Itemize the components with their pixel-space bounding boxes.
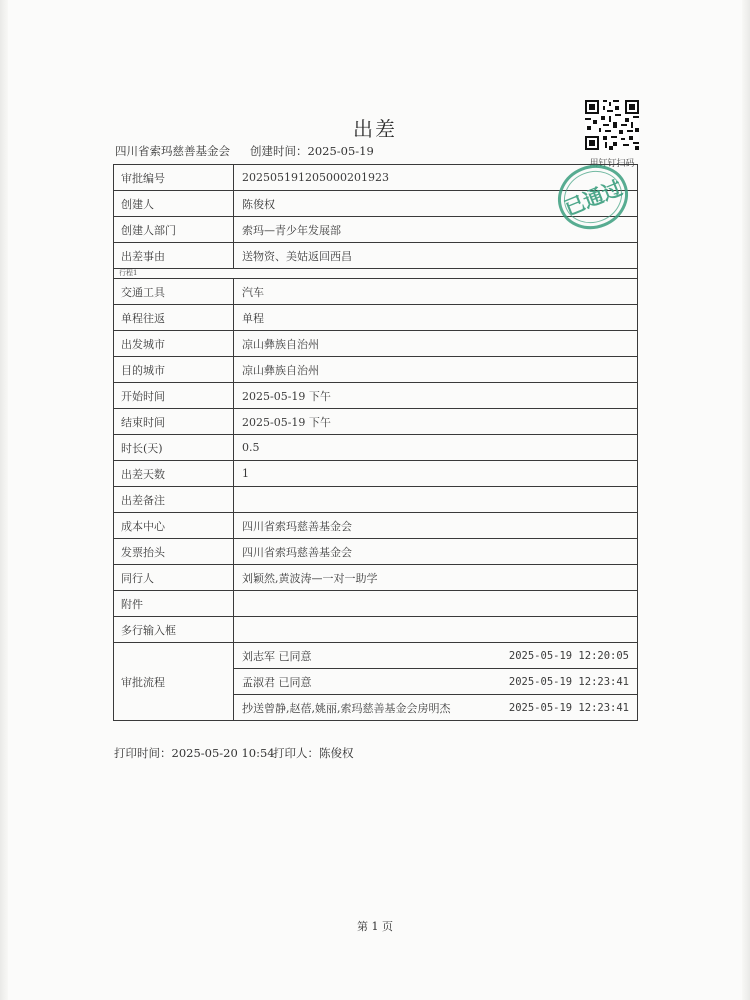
approval-form-table xyxy=(113,164,638,721)
form-row xyxy=(114,279,638,305)
trip-section-header xyxy=(114,269,638,279)
approval-step xyxy=(234,695,637,720)
field-label: 开始时间 xyxy=(114,383,234,409)
approval-flow-cell xyxy=(234,643,638,721)
field-value: 汽车 xyxy=(234,279,638,305)
field-value: 单程 xyxy=(234,305,638,331)
field-label: 结束时间 xyxy=(114,409,234,435)
scan-edge-left xyxy=(0,0,8,1000)
created-time: 创建时间：2025-05-19 xyxy=(250,144,374,158)
field-value: 202505191205000201923 xyxy=(234,165,638,191)
form-row xyxy=(114,409,638,435)
approval-flow-row xyxy=(114,643,638,721)
field-label: 目的城市 xyxy=(114,357,234,383)
approval-step-actor: 抄送曾静,赵蓓,姚丽,索玛慈善基金会房明杰 xyxy=(242,701,451,715)
field-value: 0.5 xyxy=(234,435,638,461)
field-value xyxy=(234,591,638,617)
field-label: 审批编号 xyxy=(114,165,234,191)
field-label: 交通工具 xyxy=(114,279,234,305)
field-value: 2025-05-19 下午 xyxy=(234,409,638,435)
field-value: 索玛—青少年发展部 xyxy=(234,217,638,243)
approval-step-time: 2025-05-19 12:23:41 xyxy=(508,701,629,714)
field-label: 创建人部门 xyxy=(114,217,234,243)
field-value: 凉山彝族自治州 xyxy=(234,331,638,357)
field-value: 凉山彝族自治州 xyxy=(234,357,638,383)
form-row xyxy=(114,565,638,591)
field-value: 送物资、美姑返回西昌 xyxy=(234,243,638,269)
form-row xyxy=(114,305,638,331)
field-label: 出差事由 xyxy=(114,243,234,269)
form-row xyxy=(114,591,638,617)
form-row xyxy=(114,243,638,269)
printer: 打印人：陈俊权 xyxy=(273,746,354,760)
approval-step xyxy=(234,643,637,669)
scan-edge-right xyxy=(742,0,750,1000)
page-number: 第 1 页 xyxy=(357,920,393,933)
approval-step-time: 2025-05-19 12:20:05 xyxy=(508,649,629,662)
field-label: 时长(天) xyxy=(114,435,234,461)
approval-step xyxy=(234,669,637,695)
form-row xyxy=(114,461,638,487)
print-time: 打印时间：2025-05-20 10:54 xyxy=(114,746,275,760)
field-label: 出发城市 xyxy=(114,331,234,357)
field-value: 2025-05-19 下午 xyxy=(234,383,638,409)
stamp-text: 已通过 xyxy=(561,175,626,221)
form-row xyxy=(114,357,638,383)
field-label: 发票抬头 xyxy=(114,539,234,565)
form-row xyxy=(114,435,638,461)
qr-caption: 用钉钉扫码 xyxy=(589,159,635,169)
field-value: 四川省索玛慈善基金会 xyxy=(234,539,638,565)
approval-step-actor: 刘志军 已同意 xyxy=(242,649,312,663)
field-label: 出差备注 xyxy=(114,487,234,513)
form-row xyxy=(114,487,638,513)
trip-section-label: 行程1 xyxy=(114,269,638,279)
field-value: 1 xyxy=(234,461,638,487)
form-row xyxy=(114,217,638,243)
field-label: 多行输入框 xyxy=(114,617,234,643)
field-value: 刘颖然,黄波涛—一对一助学 xyxy=(234,565,638,591)
field-value: 陈俊权 xyxy=(234,191,638,217)
approval-step-time: 2025-05-19 12:23:41 xyxy=(508,675,629,688)
qr-code-icon xyxy=(585,100,639,150)
organization-name: 四川省索玛慈善基金会 xyxy=(115,144,230,158)
approval-step-actor: 孟淑君 已同意 xyxy=(242,675,312,689)
document-title: 出差 xyxy=(353,117,397,141)
field-value xyxy=(234,617,638,643)
field-label: 出差天数 xyxy=(114,461,234,487)
field-value xyxy=(234,487,638,513)
form-row xyxy=(114,383,638,409)
field-label: 单程往返 xyxy=(114,305,234,331)
form-row xyxy=(114,513,638,539)
field-label: 成本中心 xyxy=(114,513,234,539)
field-value: 四川省索玛慈善基金会 xyxy=(234,513,638,539)
form-row xyxy=(114,539,638,565)
approval-step-list xyxy=(234,643,637,720)
form-row xyxy=(114,331,638,357)
field-label: 同行人 xyxy=(114,565,234,591)
field-label: 附件 xyxy=(114,591,234,617)
approval-flow-label: 审批流程 xyxy=(114,643,234,721)
field-label: 创建人 xyxy=(114,191,234,217)
form-row xyxy=(114,617,638,643)
